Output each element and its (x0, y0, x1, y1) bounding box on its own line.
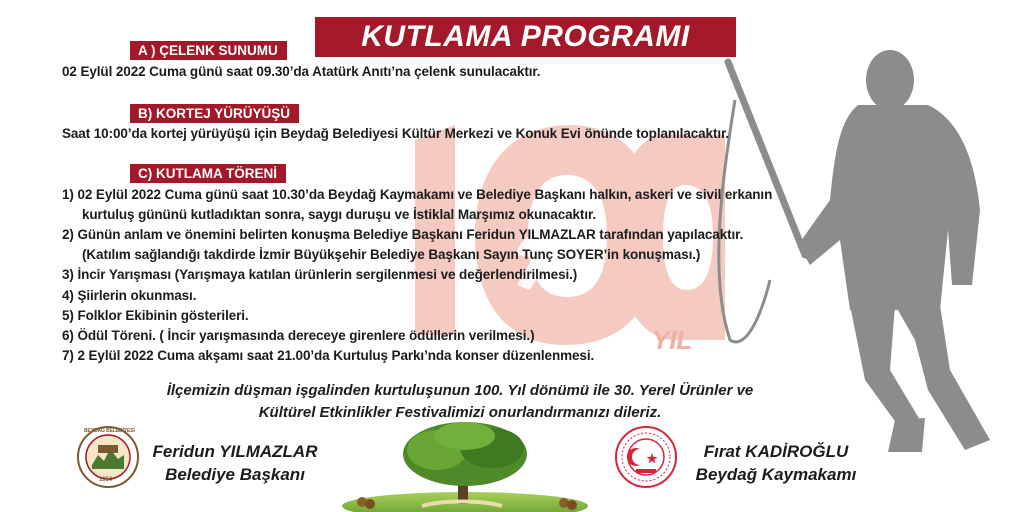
section-b-text: Saat 10:00’da kortej yürüyüşü için Beydağ Belediyesi Kültür Merkezi ve Konuk Evi önünde toplanılacaktır. (62, 126, 730, 141)
program-item-7: 7) 2 Eylül 2022 Cuma akşamı saat 21.00’da Kurtuluş Parkı’nda konser düzenlenmesi. (62, 348, 595, 363)
fig-tree-landscape-image (342, 420, 588, 512)
program-item-2: 2) Günün anlam ve önemini belirten konuşma Belediye Başkanı Feridun YILMAZLAR tarafından yapılacaktır. (62, 227, 744, 242)
program-item-3: 3) İncir Yarışması (Yarışmaya katılan ürünlerin sergilenmesi ve değerlendirilmesi.) (62, 267, 578, 282)
section-label-b: B) KORTEJ YÜRÜYÜŞÜ (130, 104, 296, 123)
district-governorship-seal (614, 425, 678, 489)
left-signer (150, 440, 320, 486)
closing-line-2: Kültürel Etkinlikler Festivalimizi onurlandırmanızı dileriz. (258, 404, 662, 421)
left-signer-role: Belediye Başkanı (165, 465, 305, 484)
right-signer-name: Fırat KADİROĞLU (703, 442, 849, 461)
program-item-6: 6) Ödül Töreni. ( İncir yarışmasında dereceye girenlere ödüllerin verilmesi.) (62, 328, 535, 343)
right-signer-role: Beydağ Kaymakamı (695, 465, 857, 484)
program-item-5: 5) Folklor Ekibinin gösterileri. (62, 308, 249, 323)
closing-line-1: İlçemizin düşman işgalinden kurtuluşunun 100. Yıl dönümü ile 30. Yerel Ürünler ve (166, 382, 754, 399)
section-a-text: 02 Eylül 2022 Cuma günü saat 09.30’da Atatürk Anıtı’na çelenk sunulacaktır. (62, 64, 541, 79)
watermark-yil-label: YIL (652, 325, 693, 355)
program-item-1-cont: kurtuluş gününü kutladıktan sonra, saygı duruşu ve İstiklal Marşımız okunacaktır. (82, 207, 597, 222)
section-label-a: A ) ÇELENK SUNUMU (130, 41, 284, 60)
left-signer-name: Feridun YILMAZLAR (152, 442, 318, 461)
logo-top-text: BEYDAĞ BELEDİYESİ (84, 428, 135, 434)
right-signer (688, 440, 864, 486)
section-label-c: C) KUTLAMA TÖRENİ (130, 164, 283, 183)
program-item-2-note: (Katılım sağlandığı takdirde İzmir Büyükşehir Belediye Başkanı Sayın Tunç SOYER’in konuşması.) (82, 247, 701, 262)
program-item-4: 4) Şiirlerin okunması. (62, 288, 197, 303)
program-item-1: 1) 02 Eylül 2022 Cuma günü saat 10.30’da Beydağ Kaymakamı ve Belediye Başkanı halkın, askeri ve sivil erkanın (62, 187, 773, 202)
page-title: KUTLAMA PROGRAMI (315, 17, 736, 57)
logo-year: 1954 (99, 477, 112, 483)
